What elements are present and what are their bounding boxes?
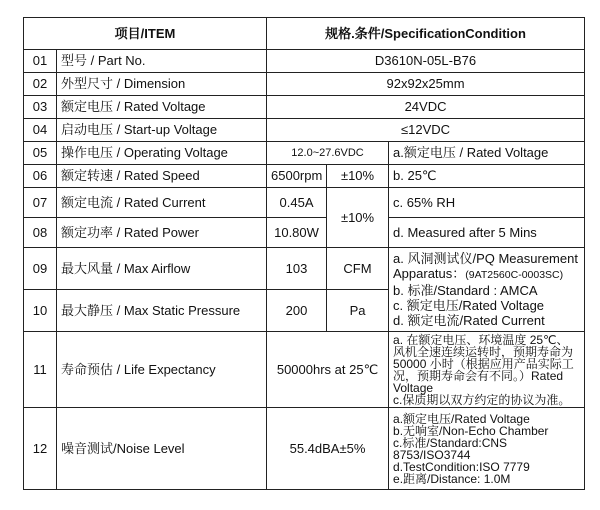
table-row: [24, 188, 585, 218]
condition-text: Apparatus：: [393, 266, 466, 281]
item-tolerance: ±10%: [327, 188, 389, 248]
row-number: 08: [24, 218, 57, 248]
row-number: 12: [24, 408, 57, 490]
table-row: [24, 50, 585, 73]
condition-text: b.无响室/Non-Echo Chamber: [393, 423, 549, 438]
item-name: 最大静压 / Max Static Pressure: [57, 290, 267, 332]
spec-table: [23, 17, 585, 490]
item-name: 额定功率 / Rated Power: [57, 218, 267, 248]
table-row: [24, 165, 585, 188]
condition-text: a.额定电压 / Rated Voltage: [389, 142, 585, 165]
item-value: 200: [267, 290, 327, 332]
item-name: 启动电压 / Start-up Voltage: [57, 119, 267, 142]
item-value: 50000hrs at 25℃: [267, 332, 389, 408]
item-value: 12.0~27.6VDC: [267, 142, 389, 165]
condition-text: d. 额定电流/Rated Current: [393, 313, 545, 328]
item-value: 55.4dBA±5%: [267, 408, 389, 490]
condition-text: b. 25℃: [389, 165, 585, 188]
item-name: 最大风量 / Max Airflow: [57, 248, 267, 290]
table-row: [24, 73, 585, 96]
row-number: 10: [24, 290, 57, 332]
condition-text: a. 在额定电压、环境温度 25℃、风机全速连续运转时，预期寿命为 50000 小时（根据应用产品实际工况，预期寿命会有不同。）Rated Voltage: [393, 332, 574, 395]
table-row: [24, 96, 585, 119]
table-row: [24, 218, 585, 248]
condition-text: d. Measured after 5 Mins: [389, 218, 585, 248]
item-name: 额定电流 / Rated Current: [57, 188, 267, 218]
row-number: 04: [24, 119, 57, 142]
item-name: 噪音测试/Noise Level: [57, 408, 267, 490]
table-row: [24, 332, 585, 408]
row-number: 11: [24, 332, 57, 408]
item-tolerance: ±10%: [327, 165, 389, 188]
item-name: 外型尺寸 / Dimension: [57, 73, 267, 96]
condition-text: e.距离/Distance: 1.0M: [393, 471, 511, 486]
row-number: 03: [24, 96, 57, 119]
table-row: [24, 248, 585, 290]
item-value: 10.80W: [267, 218, 327, 248]
condition-text: c.标准/Standard:CNS 8753/ISO3744: [393, 435, 508, 462]
condition-text: d.TestCondition:ISO 7779: [393, 459, 530, 474]
table-row: [24, 408, 585, 490]
table-row: [24, 119, 585, 142]
row-number: 09: [24, 248, 57, 290]
item-value: 103: [267, 248, 327, 290]
condition-text: a. 风洞测试仪/PQ Measurement: [393, 251, 578, 266]
condition-text: c.保质期以双方约定的协议为准。: [393, 392, 571, 407]
condition-text: a.额定电压/Rated Voltage: [393, 411, 530, 426]
item-value: ≤12VDC: [267, 119, 585, 142]
item-unit: Pa: [327, 290, 389, 332]
header-spec: 规格.条件/SpecificationCondition: [267, 18, 585, 50]
item-name: 寿命预估 / Life Expectancy: [57, 332, 267, 408]
row-number: 07: [24, 188, 57, 218]
item-name: 型号 / Part No.: [57, 50, 267, 73]
condition-text: c. 65% RH: [389, 188, 585, 218]
row-number: 05: [24, 142, 57, 165]
item-value: 0.45A: [267, 188, 327, 218]
condition-text: (9AT2560C-0003SC): [465, 269, 564, 281]
condition-text: b. 标准/Standard : AMCA: [393, 283, 538, 298]
item-name: 额定转速 / Rated Speed: [57, 165, 267, 188]
table-row: [24, 142, 585, 165]
item-value: 24VDC: [267, 96, 585, 119]
item-name: 操作电压 / Operating Voltage: [57, 142, 267, 165]
condition-cell: [389, 332, 585, 408]
header-row: [24, 18, 585, 50]
header-item: 项目/ITEM: [24, 18, 267, 50]
row-number: 02: [24, 73, 57, 96]
condition-text-cont: [393, 266, 580, 283]
item-value: 92x92x25mm: [267, 73, 585, 96]
condition-cell: [389, 408, 585, 490]
condition-text: c. 额定电压/Rated Voltage: [393, 298, 545, 313]
item-value: D3610N-05L-B76: [267, 50, 585, 73]
row-number: 01: [24, 50, 57, 73]
item-name: 额定电压 / Rated Voltage: [57, 96, 267, 119]
item-value: 6500rpm: [267, 165, 327, 188]
row-number: 06: [24, 165, 57, 188]
condition-cell: [389, 248, 585, 332]
item-unit: CFM: [327, 248, 389, 290]
